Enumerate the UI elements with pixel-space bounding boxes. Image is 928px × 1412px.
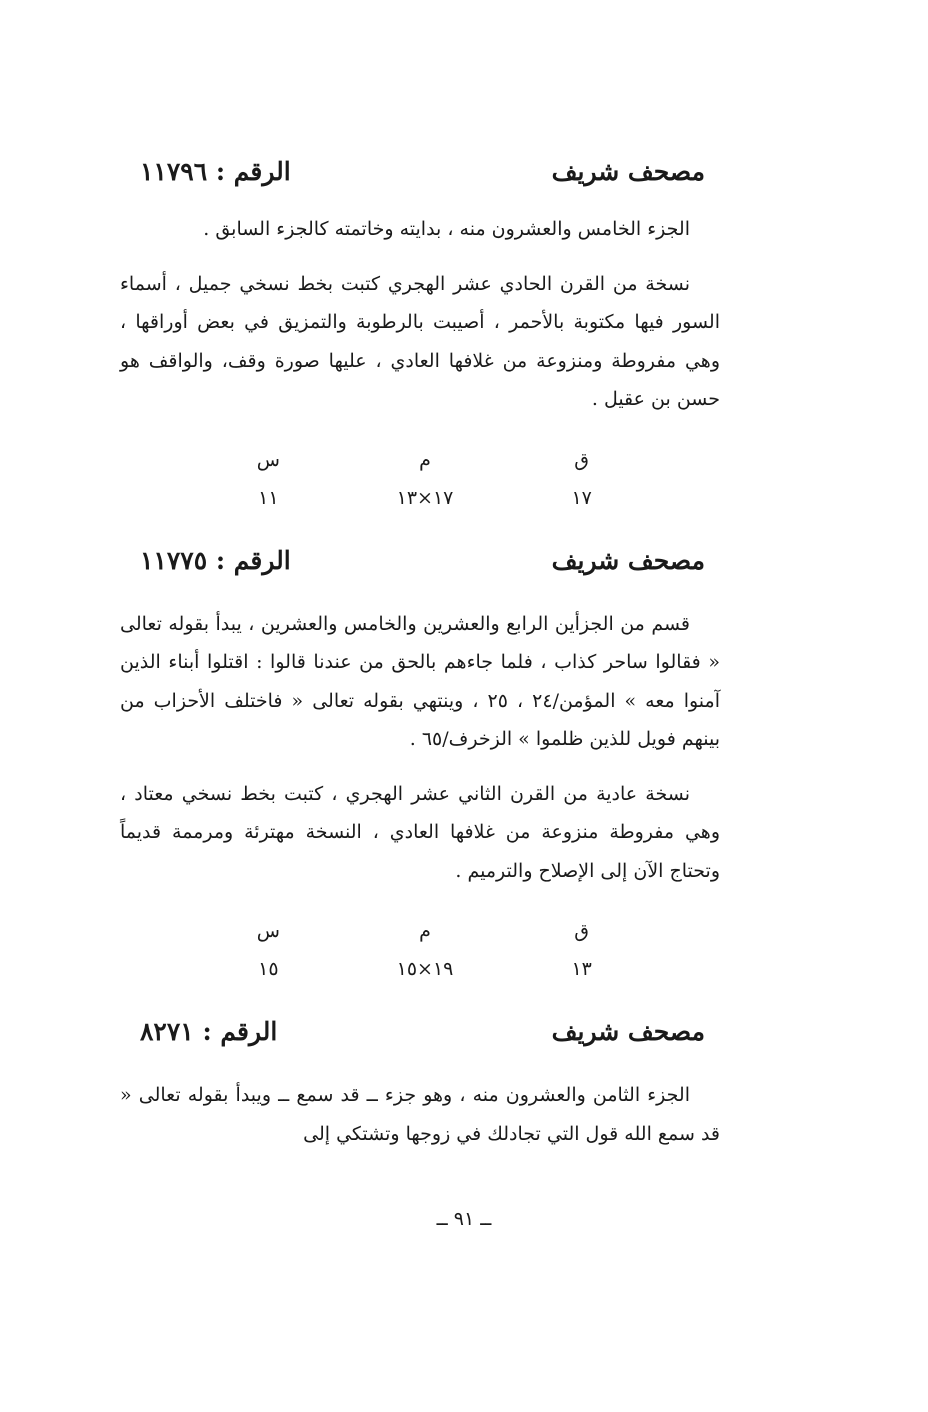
measurements-table [190,441,660,517]
entry-title: مصحف شريف [551,157,705,186]
entry-number: ١١٧٩٦ [140,157,208,186]
entry-number-wrap [140,1010,277,1054]
entry-header [120,1010,720,1054]
entry-title: مصحف شريف [551,545,705,575]
measure-label: م [419,448,431,471]
entry-header [120,150,720,194]
entry-number-label: الرقم : [202,1017,278,1046]
entry-paragraph: نسخة من القرن الحادي عشر الهجري كتبت بخط نسخي جميل ، أسماء السور فيها مكتوبة بالأحمر ، أصيبت بالرطوبة والتمزيق في بعض أوراقها ، وهي مفروطة ومنزوعة من غلافها العادي ، عليها صورة وقف، والواقف هو حسن بن عقيل . [120,272,720,410]
page-number: ــ ٩١ ــ [436,1208,492,1230]
entry-paragraph: الجزء الثامن والعشرون منه ، وهو جزء ــ قد سمع ــ ويبدأ بقوله تعالى « قد سمع الله قول التي تجادلك في زوجها وتشتكي إلى [120,1084,720,1145]
measure-label: ق [574,920,590,942]
entry-paragraph: قسم من الجزأين الرابع والعشرين والخامس والعشرين ، يبدأ بقوله تعالى « فقالوا ساحر كذاب ، فلما جاءهم بالحق من عندنا قالوا : اقتلوا أبناء الذين آمنوا معه » المؤمن/٢٤ ، ٢٥ ، وينتهي بقوله تعالى « فاختلف الأحزاب من بينهم فويل للذين ظلموا » الزخرف/٦٥ . [120,612,720,750]
measure-label: س [256,920,280,942]
entry-number-label: الرقم : [215,545,291,575]
measure-label: ق [574,448,590,471]
entry-paragraph: نسخة عادية من القرن الثاني عشر الهجري ، كتبت بخط نسخي معتاد ، وهي مفروطة منزوعة من غلافها العادي ، النسخة مهترئة ومرممة قديماً وتحتاج الآن إلى الإصلاح والترميم . [120,782,720,882]
measure-value: ١٩×١٥ [396,958,454,980]
entry-paragraph: الجزء الخامس والعشرون منه ، بدايته وخاتمته كالجزء السابق . [203,218,690,240]
measure-value: ١٧×١٣ [396,486,454,509]
entry-number-label: الرقم : [215,157,291,186]
measure-value: ١٧ [571,486,592,509]
entry-number-wrap [140,150,291,194]
entry-number: ٨٢٧١ [140,1017,194,1046]
measure-value: ١١ [258,486,279,509]
entry-header [120,539,720,583]
entry-number: ١١٧٧٥ [140,545,208,575]
entry-number-wrap [140,539,291,583]
measure-label: س [256,448,280,471]
measure-value: ١٣ [571,958,592,980]
measurements-table [190,912,660,988]
measure-value: ١٥ [258,958,279,980]
entry-title: مصحف شريف [551,1017,705,1046]
measure-label: م [419,920,431,942]
document-page [120,150,720,1153]
